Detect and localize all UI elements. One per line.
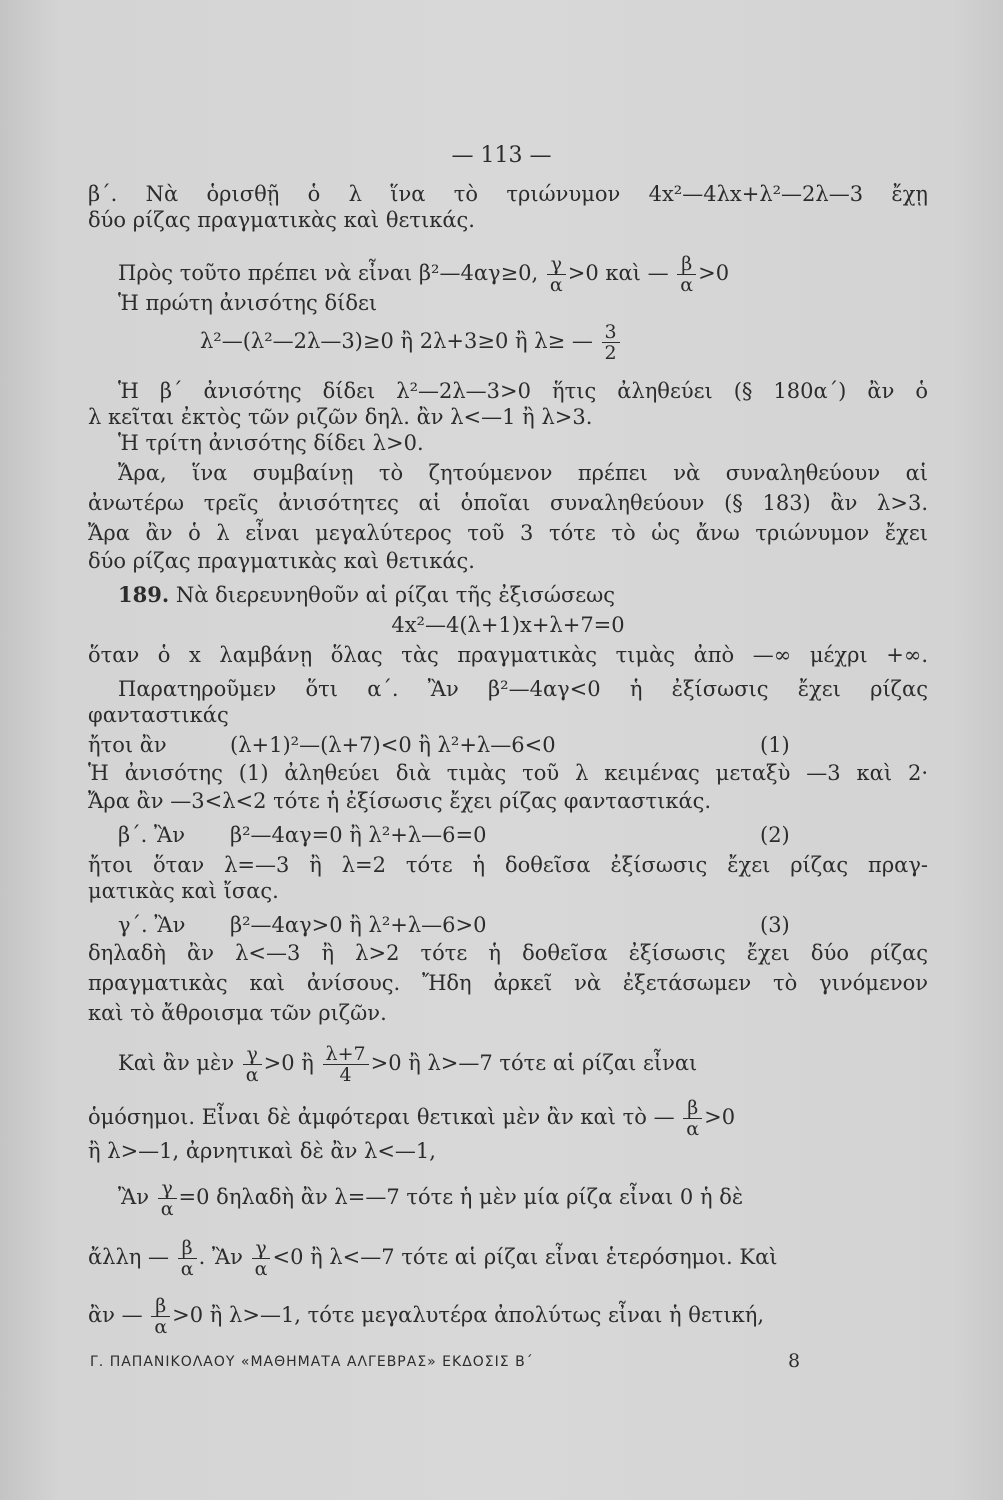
text-span: >0 ἢ λ>—7 τότε αἱ ρίζαι εἶναι (370, 1051, 698, 1075)
text-line: Παρατηροῦμεν ὅτι α΄. Ἂν β²—4αγ<0 ἡ ἐξίσωσις ἔχει ρίζας (118, 677, 928, 701)
text-span: β΄. Ἂν (118, 823, 185, 847)
equation: (λ+1)²—(λ+7)<0 ἢ λ²+λ—6<0 (230, 733, 556, 757)
denominator: α (245, 1064, 259, 1086)
signature-mark: 8 (788, 1350, 801, 1372)
numerator: λ+7 (323, 1044, 369, 1065)
numerator: β (683, 1098, 702, 1119)
text-line-with-fractions (118, 1178, 928, 1219)
equation-line (200, 322, 800, 363)
fraction (323, 1044, 369, 1085)
numerator: γ (158, 1178, 177, 1199)
text-line: λ κεῖται ἐκτὸς τῶν ριζῶν δηλ. ἂν λ<—1 ἢ λ>3. (88, 405, 593, 429)
text-span: >0 (698, 261, 730, 285)
text-span: >0 ἢ λ>—1, τότε μεγαλυτέρα ἀπολύτως εἶναι ἡ θετική, (172, 1303, 764, 1327)
text-span: γ΄. Ἂν (118, 913, 186, 937)
denominator: α (680, 274, 694, 296)
text-line: Ἡ πρώτη ἀνισότης δίδει (118, 291, 378, 315)
text-span: Πρὸς τοῦτο πρέπει νὰ εἶναι β²—4αγ≥0, (118, 261, 539, 285)
numerator: β (677, 254, 696, 275)
fraction (683, 1098, 702, 1139)
page-number: — 113 — (451, 143, 552, 168)
text-line: ματικὰς καὶ ἴσας. (88, 879, 279, 903)
text-span: Νὰ διερευνηθοῦν αἱ ρίζαι τῆς ἐξισώσεως (175, 583, 616, 607)
equation: β²—4αγ=0 ἢ λ²+λ—6=0 (230, 823, 487, 847)
text-line-with-fractions (88, 1296, 928, 1337)
denominator: 4 (339, 1064, 352, 1086)
problem-number: 189. (118, 582, 170, 607)
denominator: α (180, 1258, 194, 1280)
text-line: καὶ τὸ ἄθροισμα τῶν ριζῶν. (88, 1001, 387, 1025)
text-line: ὅταν ὁ x λαμβάνῃ ὅλας τὰς πραγματικὰς τιμὰς ἀπὸ —∞ μέχρι +∞. (88, 643, 928, 667)
text-span: Καὶ ἂν μὲν (118, 1051, 235, 1075)
text-line: φανταστικάς (88, 703, 229, 727)
text-span: >0 καὶ — (567, 261, 669, 285)
text-line: Ἡ ἀνισότης (1) ἀληθεύει διὰ τιμὰς τοῦ λ κειμένας μεταξὺ —3 καὶ 2· (88, 761, 928, 785)
text-span: ἂν — (88, 1303, 143, 1327)
text-line: ἢ λ>—1, ἀρνητικαὶ δὲ ἂν λ<—1, (88, 1139, 436, 1163)
fraction (243, 1044, 262, 1085)
text-line: Ἄρα, ἵνα συμβαίνῃ τὸ ζητούμενον πρέπει νὰ συναληθεύουν αἱ (118, 461, 928, 485)
text-line: δύο ρίζας πραγματικὰς καὶ θετικάς. (88, 549, 475, 573)
fraction (547, 254, 566, 295)
fraction (178, 1238, 197, 1279)
text-line-with-fractions (88, 1098, 928, 1139)
denominator: α (549, 274, 563, 296)
footer-text: Γ. ΠΑΠΑΝΙΚΟΛΑΟΥ «ΜΑΘΗΜΑΤΑ ΑΛΓΕΒΡΑΣ» ΕΚΔΟΣΙΣ Β΄ (90, 1354, 534, 1370)
denominator: 2 (604, 342, 617, 364)
equation-line (118, 822, 928, 848)
fraction (252, 1238, 271, 1279)
equation-number: (2) (760, 823, 790, 847)
text-line: πραγματικὰς καὶ ἀνίσους. Ἤδη ἀρκεῖ νὰ ἐξετάσωμεν τὸ γινόμενον (88, 971, 928, 995)
fraction (151, 1296, 170, 1337)
text-span: ὁμόσημοι. Εἶναι δὲ ἀμφότεραι θετικαὶ μὲν ἂν καὶ τὸ — (88, 1105, 675, 1129)
fraction (602, 322, 620, 363)
equation-number: (1) (760, 733, 790, 757)
equation: β²—4αγ>0 ἢ λ²+λ—6>0 (230, 913, 487, 937)
problem-heading (118, 582, 928, 608)
text-span: Ἂν (118, 1185, 150, 1209)
text-span: =0 δηλαδὴ ἂν λ=—7 τότε ἡ μὲν μία ρίζα εἶναι 0 ἡ δὲ (178, 1185, 744, 1209)
text-span: >0 (704, 1105, 736, 1129)
text-line: Ἡ τρίτη ἀνισότης δίδει λ>0. (118, 431, 424, 455)
text-span: <0 ἢ λ<—7 τότε αἱ ρίζαι εἶναι ἑτερόσημοι. Καὶ (272, 1245, 778, 1269)
denominator: α (160, 1198, 174, 1220)
denominator: α (686, 1118, 700, 1140)
equation-line (118, 912, 928, 938)
numerator: β (151, 1296, 170, 1317)
text-line: β΄. Νὰ ὁρισθῇ ὁ λ ἵνα τὸ τριώνυμον 4x²—4λx+λ²—2λ—3 ἔχῃ (88, 182, 928, 206)
text-line: δύο ρίζας πραγματικὰς καὶ θετικάς. (88, 208, 475, 232)
numerator: 3 (602, 322, 620, 343)
fraction (158, 1178, 177, 1219)
numerator: γ (252, 1238, 271, 1259)
equation-number: (3) (760, 913, 790, 937)
numerator: γ (243, 1044, 262, 1065)
text-line: ἀνωτέρω τρεῖς ἀνισότητες αἱ ὁποῖαι συναληθεύουν (§ 183) ἂν λ>3. (88, 491, 928, 515)
text-line: ἤτοι ὅταν λ=—3 ἢ λ=2 τότε ἡ δοθεῖσα ἐξίσωσις ἔχει ρίζας πραγ- (88, 853, 928, 877)
text-line-with-fractions (88, 1238, 928, 1279)
text-span: ἤτοι ἂν (88, 733, 167, 757)
text-line: Ἄρα ἂν ὁ λ εἶναι μεγαλύτερος τοῦ 3 τότε τὸ ὡς ἄνω τριώνυμον ἔχει (88, 521, 928, 545)
text-line-with-fractions (118, 1044, 928, 1085)
text-span: >0 ἢ (263, 1051, 314, 1075)
equation-line (88, 732, 928, 758)
text-span: . Ἂν (198, 1245, 243, 1269)
text-span: ἄλλη — (88, 1245, 170, 1269)
numerator: γ (547, 254, 566, 275)
numerator: β (178, 1238, 197, 1259)
denominator: α (254, 1258, 268, 1280)
text-line: δηλαδὴ ἂν λ<—3 ἢ λ>2 τότε ἡ δοθεῖσα ἐξίσωσις ἔχει δύο ρίζας (88, 941, 928, 965)
text-line: Ἡ β΄ ἀνισότης δίδει λ²—2λ—3>0 ἥτις ἀληθεύει (§ 180α΄) ἂν ὁ (118, 379, 928, 403)
denominator: α (154, 1316, 168, 1338)
text-line: Ἄρα ἂν —3<λ<2 τότε ἡ ἐξίσωσις ἔχει ρίζας φανταστικάς. (88, 789, 712, 813)
fraction (677, 254, 696, 295)
text-span: λ²—(λ²—2λ—3)≥0 ἢ 2λ+3≥0 ἢ λ≥ — (200, 329, 593, 353)
equation-line: 4x²—4(λ+1)x+λ+7=0 (391, 613, 625, 637)
text-line-with-fractions (118, 254, 928, 295)
